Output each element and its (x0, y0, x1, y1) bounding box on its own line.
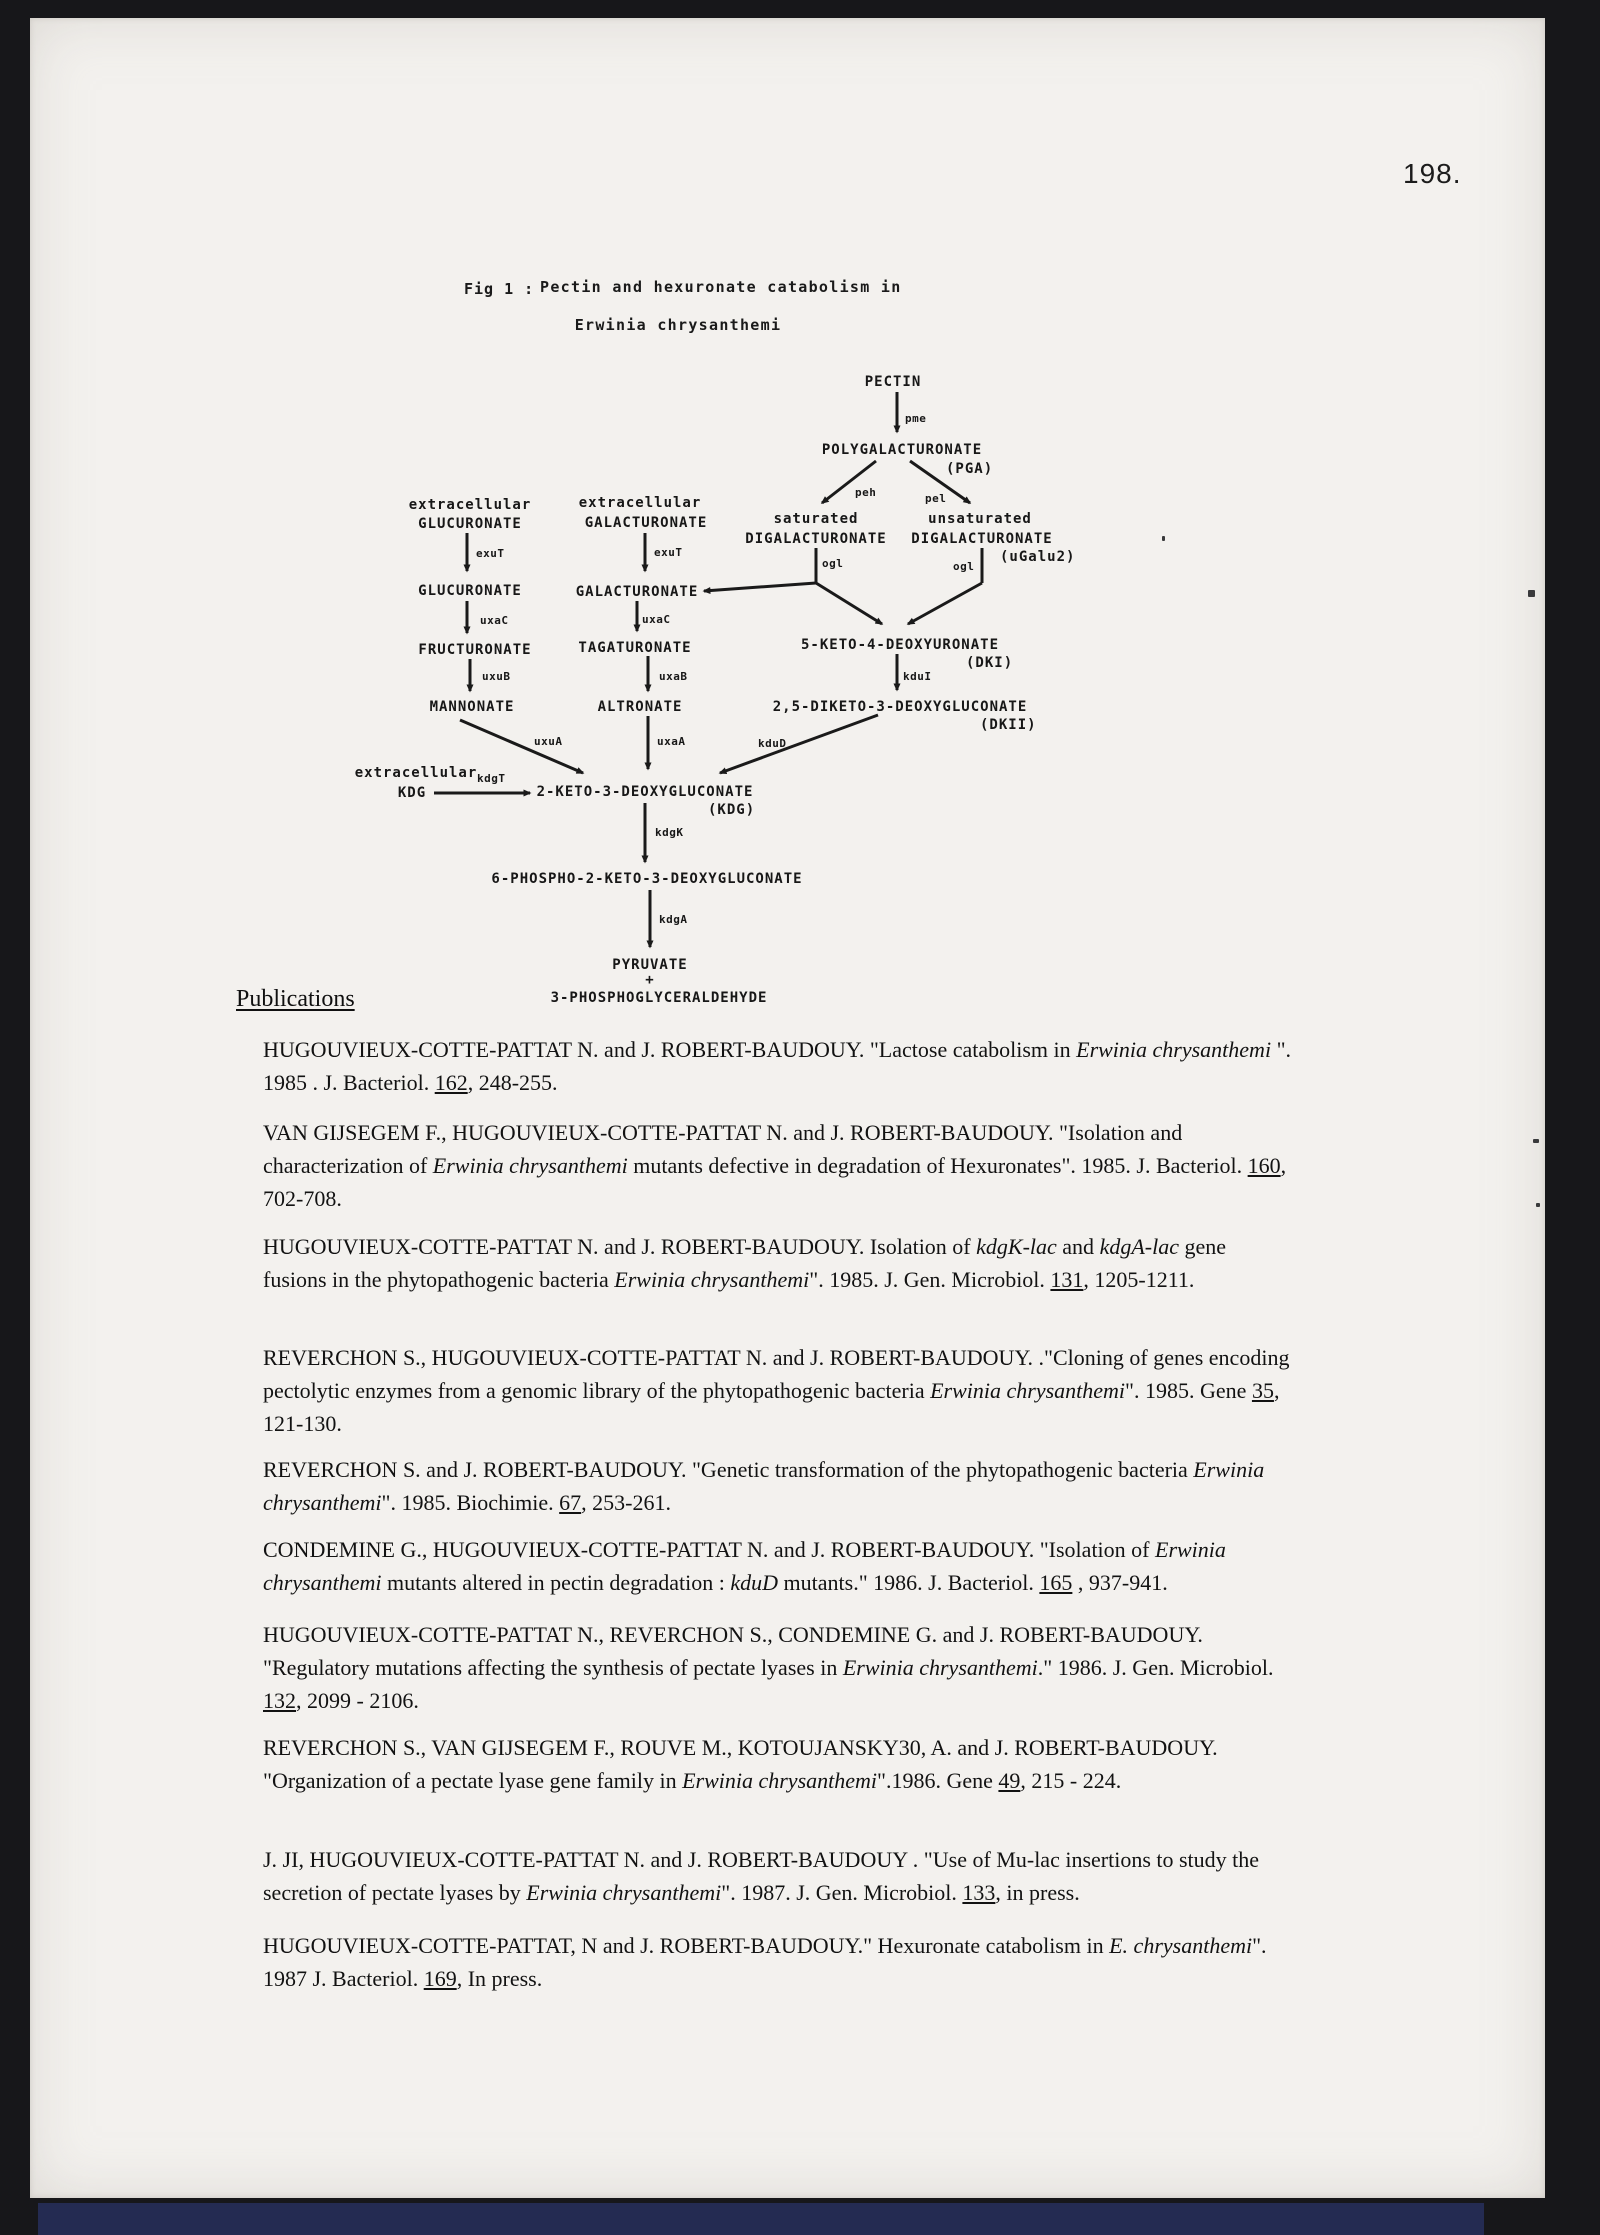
enzyme-kdgk: kdgK (655, 826, 684, 839)
enzyme-kdga: kdgA (659, 913, 688, 926)
journal-volume: 133 (962, 1880, 996, 1905)
scan-bottom-strip (38, 2203, 1484, 2235)
publication-text: , 248-255. (467, 1070, 558, 1095)
enzyme-uxac-mid: uxaC (642, 613, 671, 626)
node-galacturonate: GALACTURONATE (575, 584, 699, 600)
journal-volume: 131 (1050, 1267, 1084, 1292)
publication-text: Erwinia chrysanthemi (526, 1880, 722, 1905)
node-polygalacturonate: POLYGALACTURONATE (821, 442, 983, 458)
node-3-phosphoglyceraldehyde: 3-PHOSPHOGLYCERALDEHYDE (550, 990, 768, 1006)
publication-entry (263, 1230, 1293, 1296)
publication-text: HUGOUVIEUX-COTTE-PATTAT N. and J. ROBERT-BAUDOUY. Isolation of (263, 1234, 977, 1259)
journal-volume: 132 (263, 1688, 296, 1713)
node-galacturonate-ext: GALACTURONATE (584, 515, 708, 531)
scan-speck (1536, 1203, 1540, 1207)
journal-volume: 160 (1247, 1153, 1281, 1178)
node-extracellular-kdg: extracellular (354, 765, 478, 781)
publication-text: gene fusions in the phytopathogenic bacteria (263, 1234, 1226, 1292)
node-glucuronate-ext: GLUCURONATE (418, 516, 522, 532)
node-tagaturonate: TAGATURONATE (578, 640, 692, 656)
figure-label: Fig 1 : (464, 280, 535, 298)
publication-text: HUGOUVIEUX-COTTE-PATTAT N. and J. ROBERT-BAUDOUY. "Lactose catabolism in (263, 1037, 1077, 1062)
node-kdg-ext: KDG (397, 785, 427, 801)
publication-text: ." 1986. J. Gen. Microbiol. (1037, 1655, 1274, 1680)
publication-text: mutants altered in pectin degradation : (381, 1570, 731, 1595)
publication-text: mutants defective in degradation of Hexuronates". 1985. J. Bacteriol. (627, 1153, 1248, 1178)
enzyme-exut-mid: exuT (654, 546, 683, 559)
publication-text: , 253-261. (581, 1490, 671, 1515)
publication-text: REVERCHON S. and J. ROBERT-BAUDOUY. "Genetic transformation of the phytopathogenic bacteria (263, 1457, 1194, 1482)
publication-text: ". 1987 J. Bacteriol. (263, 1933, 1267, 1991)
enzyme-pme: pme (905, 412, 927, 425)
publication-entry (263, 1843, 1293, 1909)
publication-text: Erwinia chrysanthemi (614, 1267, 810, 1292)
publication-entry (263, 1453, 1293, 1519)
journal-volume: 67 (559, 1490, 582, 1515)
publication-text: Erwinia chrysanthemi (1076, 1037, 1272, 1062)
publication-text: REVERCHON S., VAN GIJSEGEM F., ROUVE M., KOTOUJANSKY30, A. and J. ROBERT-BAUDOUY. "Organization of a pectate lyase gene family in (263, 1735, 1218, 1793)
publication-entry (263, 1033, 1293, 1099)
publication-text: Erwinia chrysanthemi (930, 1378, 1126, 1403)
enzyme-kdui: kduI (903, 670, 932, 683)
node-ugalu2-abbr: (uGalu2) (1000, 549, 1076, 565)
publication-text: mutants." 1986. J. Bacteriol. (778, 1570, 1040, 1595)
node-pectin: PECTIN (864, 374, 922, 390)
publications-heading: Publications (236, 986, 355, 1012)
publication-entry (263, 1116, 1293, 1215)
page-number: 198. (1403, 158, 1462, 189)
enzyme-pel: pel (925, 492, 947, 505)
publication-text: Erwinia chrysanthemi (432, 1153, 628, 1178)
enzyme-uxua: uxuA (534, 735, 563, 748)
scan-speck (1533, 1139, 1539, 1143)
journal-volume: 162 (434, 1070, 468, 1095)
node-fructuronate: FRUCTURONATE (418, 642, 532, 658)
publication-text: , 121-130. (263, 1378, 1280, 1436)
publication-entry (263, 1929, 1293, 1995)
node-extracellular-mid: extracellular (578, 495, 702, 511)
journal-volume: 35 (1251, 1378, 1274, 1403)
node-dki: 5-KETO-4-DEOXYURONATE (800, 637, 1000, 653)
publication-text: HUGOUVIEUX-COTTE-PATTAT N., REVERCHON S., CONDEMINE G. and J. ROBERT-BAUDOUY. "Regulatory mutations affecting the synthesis of pectate lyases in (263, 1622, 1203, 1680)
publication-text: ". 1985. J. Gen. Microbiol. (809, 1267, 1051, 1292)
node-altronate: ALTRONATE (597, 699, 683, 715)
publication-entry (263, 1618, 1293, 1717)
publication-text: , 937-941. (1072, 1570, 1168, 1595)
node-kdg-abbr: (KDG) (708, 802, 756, 818)
node-unsaturated-line1: unsaturated (928, 511, 1032, 527)
publication-text: HUGOUVIEUX-COTTE-PATTAT, N and J. ROBERT-BAUDOUY." Hexuronate catabolism in (263, 1933, 1110, 1958)
enzyme-peh: peh (855, 486, 877, 499)
publication-text: ". 1987. J. Gen. Microbiol. (721, 1880, 963, 1905)
node-dkii-abbr: (DKII) (980, 717, 1037, 733)
figure-title: Pectin and hexuronate catabolism in (540, 278, 902, 296)
publication-entry (263, 1731, 1293, 1797)
enzyme-ogl-left: ogl (822, 557, 844, 570)
publication-text: kduD (730, 1570, 779, 1595)
publication-text: E. chrysanthemi (1109, 1933, 1253, 1958)
enzyme-uxab: uxaB (659, 670, 688, 683)
publication-text: Erwinia chrysanthemi (263, 1457, 1265, 1515)
enzyme-uxac-left: uxaC (480, 614, 509, 627)
node-dkii: 2,5-DIKETO-3-DEOXYGLUCONATE (772, 699, 1028, 715)
node-pga-abbr: (PGA) (946, 461, 994, 477)
publication-text: ".1986. Gene (877, 1768, 999, 1793)
publication-text: Erwinia chrysanthemi (842, 1655, 1038, 1680)
node-extracellular-left: extracellular (408, 497, 532, 513)
publication-text: Erwinia chrysanthemi (682, 1768, 878, 1793)
node-saturated-line1: saturated (773, 511, 859, 527)
node-mannonate: MANNONATE (429, 699, 515, 715)
publication-text: ". 1985. Biochimie. (381, 1490, 560, 1515)
figure-subtitle: Erwinia chrysanthemi (574, 316, 782, 334)
publication-entry (263, 1341, 1293, 1440)
enzyme-kdgt: kdgT (477, 772, 506, 785)
enzyme-ogl-right: ogl (953, 560, 975, 573)
node-plus: + (645, 972, 655, 988)
node-kdg: 2-KETO-3-DEOXYGLUCONATE (536, 784, 754, 800)
publication-text: REVERCHON S., HUGOUVIEUX-COTTE-PATTAT N. and J. ROBERT-BAUDOUY. ."Cloning of genes encoding pectolytic enzymes from a genomic library of the phytopathogenic bacteria (263, 1345, 1290, 1403)
node-unsaturated-line2: DIGALACTURONATE (911, 531, 1053, 547)
publication-text: and (1056, 1234, 1100, 1259)
publication-text: ". 1985. Gene (1125, 1378, 1252, 1403)
publication-text: ". 1985 . J. Bacteriol. (263, 1037, 1292, 1095)
node-pyruvate: PYRUVATE (612, 957, 688, 973)
journal-volume: 165 (1039, 1570, 1073, 1595)
enzyme-exut-left: exuT (476, 547, 505, 560)
node-glucuronate: GLUCURONATE (418, 583, 522, 599)
enzyme-uxub: uxuB (482, 670, 511, 683)
publication-text: , In press. (456, 1966, 543, 1991)
journal-volume: 49 (998, 1768, 1021, 1793)
enzyme-uxaa: uxaA (657, 735, 686, 748)
enzyme-kdud: kduD (758, 737, 787, 750)
publication-text: , 215 - 224. (1020, 1768, 1122, 1793)
node-dki-abbr: (DKI) (966, 655, 1014, 671)
node-saturated-line2: DIGALACTURONATE (745, 531, 887, 547)
publication-entry (263, 1533, 1293, 1599)
publication-text: VAN GIJSEGEM F., HUGOUVIEUX-COTTE-PATTAT N. and J. ROBERT-BAUDOUY. "Isolation and characterization of (263, 1120, 1183, 1178)
publication-text: , 702-708. (263, 1153, 1287, 1211)
publication-text: , in press. (995, 1880, 1080, 1905)
scan-speck (1162, 536, 1165, 541)
publication-text: , 1205-1211. (1083, 1267, 1195, 1292)
publication-text: J. JI, HUGOUVIEUX-COTTE-PATTAT N. and J. ROBERT-BAUDOUY . "Use of Mu-lac insertions to study the secretion of pectate lyases by (263, 1847, 1260, 1905)
journal-volume: 169 (423, 1966, 457, 1991)
publication-text: kdgK-lac (976, 1234, 1057, 1259)
publication-text: Erwinia chrysanthemi (263, 1537, 1226, 1595)
node-6p-kdg: 6-PHOSPHO-2-KETO-3-DEOXYGLUCONATE (491, 871, 803, 887)
publication-text: kdgA-lac (1099, 1234, 1179, 1259)
publication-text: CONDEMINE G., HUGOUVIEUX-COTTE-PATTAT N. and J. ROBERT-BAUDOUY. "Isolation of (263, 1537, 1155, 1562)
publication-text: , 2099 - 2106. (296, 1688, 419, 1713)
scan-speck (1528, 590, 1535, 597)
